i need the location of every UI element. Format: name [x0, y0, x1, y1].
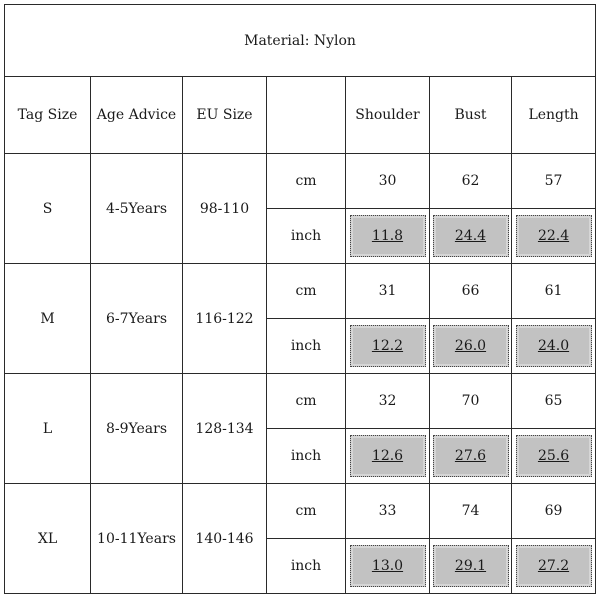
tag-size-cell: M [5, 264, 91, 374]
shoulder-inch-cell: 12.6 [350, 435, 426, 477]
unit-inch-cell: inch [267, 539, 346, 594]
length-cm-cell: 69 [512, 484, 596, 539]
shoulder-inch-cell: 12.2 [350, 325, 426, 367]
header-length: Length [512, 77, 596, 154]
unit-cm-cell: cm [267, 374, 346, 429]
shoulder-cm-cell: 30 [346, 154, 430, 209]
unit-cm-cell: cm [267, 154, 346, 209]
length-cm-cell: 65 [512, 374, 596, 429]
unit-inch-cell: inch [267, 319, 346, 374]
bust-inch-cell: 26.0 [433, 325, 509, 367]
unit-inch-cell: inch [267, 429, 346, 484]
header-bust: Bust [430, 77, 512, 154]
shoulder-cm-cell: 31 [346, 264, 430, 319]
unit-cm-cell: cm [267, 264, 346, 319]
header-tag-size: Tag Size [5, 77, 91, 154]
size-table [4, 4, 596, 594]
table-row [5, 484, 596, 539]
bust-cm-cell: 62 [430, 154, 512, 209]
header-shoulder: Shoulder [346, 77, 430, 154]
bust-inch-cell: 24.4 [433, 215, 509, 257]
header-row [5, 77, 596, 154]
eu-size-cell: 116-122 [183, 264, 267, 374]
bust-cm-cell: 66 [430, 264, 512, 319]
length-cm-cell: 61 [512, 264, 596, 319]
bust-inch-cell: 27.6 [433, 435, 509, 477]
eu-size-cell: 128-134 [183, 374, 267, 484]
header-age-advice: Age Advice [91, 77, 183, 154]
bust-cm-cell: 70 [430, 374, 512, 429]
age-advice-cell: 8-9Years [91, 374, 183, 484]
header-eu-size: EU Size [183, 77, 267, 154]
unit-inch-cell: inch [267, 209, 346, 264]
header-unit [267, 77, 346, 154]
length-inch-cell: 24.0 [516, 325, 592, 367]
length-inch-cell: 22.4 [516, 215, 592, 257]
age-advice-cell: 10-11Years [91, 484, 183, 594]
size-chart [4, 4, 595, 594]
tag-size-cell: S [5, 154, 91, 264]
length-inch-cell: 25.6 [516, 435, 592, 477]
tag-size-cell: L [5, 374, 91, 484]
tag-size-cell: XL [5, 484, 91, 594]
shoulder-inch-cell: 13.0 [350, 545, 426, 587]
shoulder-cm-cell: 33 [346, 484, 430, 539]
bust-inch-cell: 29.1 [433, 545, 509, 587]
unit-cm-cell: cm [267, 484, 346, 539]
table-title: Material: Nylon [5, 5, 596, 77]
eu-size-cell: 140-146 [183, 484, 267, 594]
length-cm-cell: 57 [512, 154, 596, 209]
bust-cm-cell: 74 [430, 484, 512, 539]
age-advice-cell: 6-7Years [91, 264, 183, 374]
table-row [5, 374, 596, 429]
length-inch-cell: 27.2 [516, 545, 592, 587]
table-row [5, 154, 596, 209]
age-advice-cell: 4-5Years [91, 154, 183, 264]
shoulder-cm-cell: 32 [346, 374, 430, 429]
table-row [5, 264, 596, 319]
eu-size-cell: 98-110 [183, 154, 267, 264]
shoulder-inch-cell: 11.8 [350, 215, 426, 257]
